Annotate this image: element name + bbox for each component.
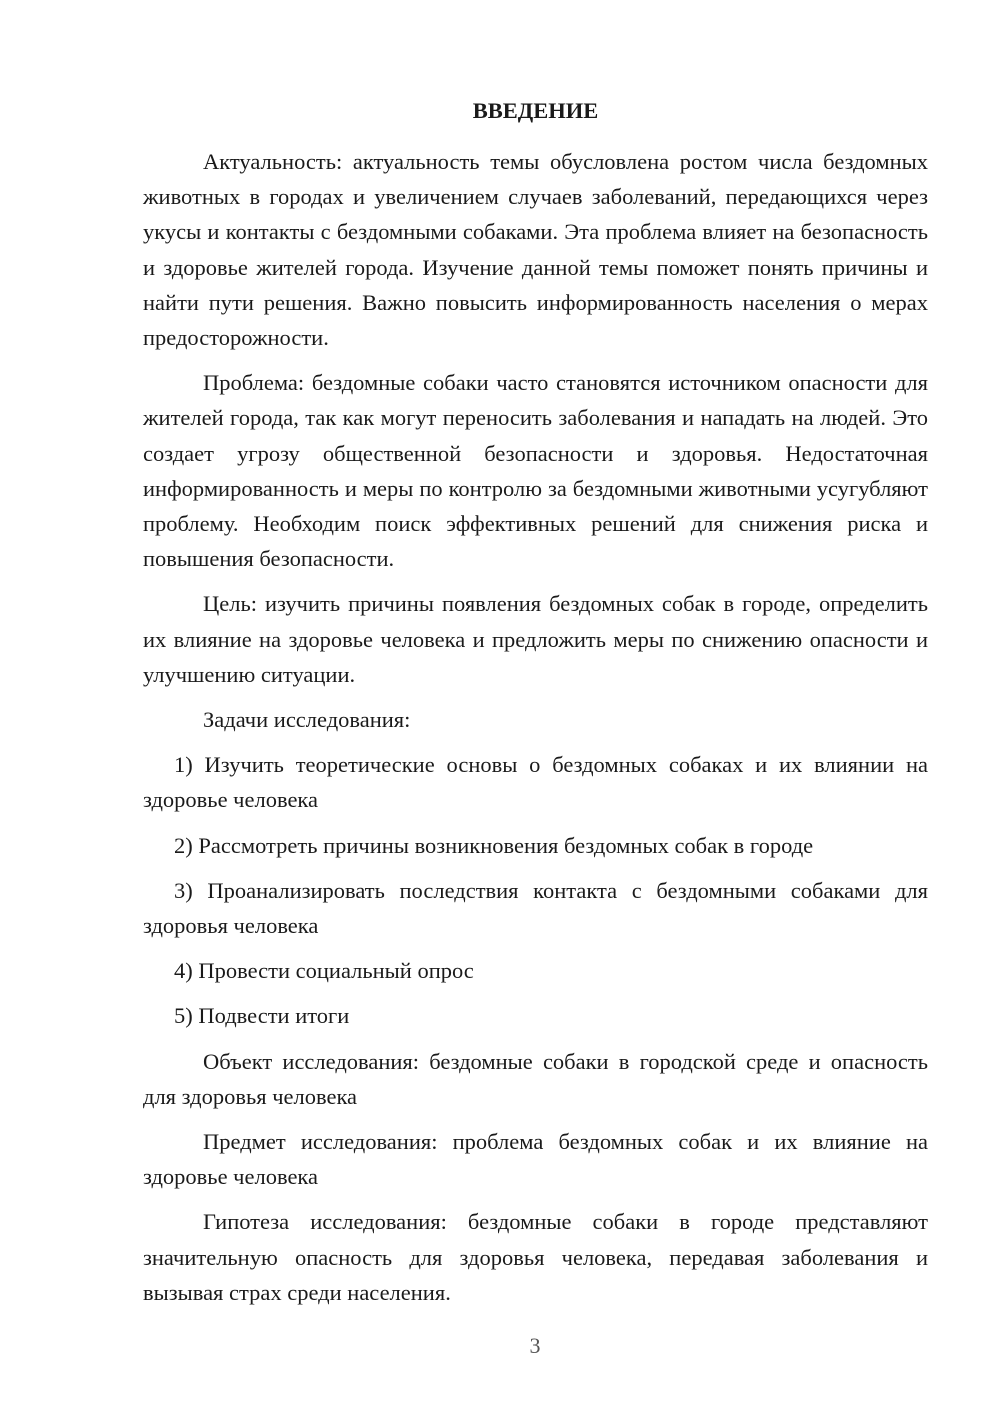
paragraph-object: Объект исследования: бездомные собаки в городской среде и опасность для здоровья человека [143, 1048, 928, 1109]
paragraph-hypothesis: Гипотеза исследования: бездомные собаки в городе представляют значительную опасность для здоровья человека, передавая заболевания и вызывая страх среди населения. [143, 1209, 928, 1305]
paragraph-problem: Проблема: бездомные собаки часто становятся источником опасности для жителей города, так как могут переносить заболевания и нападать на людей. Это создает угрозу общественной безопасности и здоровья. Недостаточная информированность и меры по контролю за бездомными животными усугубляют проблему. Необходим поиск эффективных решений для снижения риска и повышения безопасности. [143, 370, 928, 572]
task-item-2: 2) Рассмотреть причины возникновения бездомных собак в городе [174, 832, 814, 858]
paragraph-goal: Цель: изучить причины появления бездомных собак в городе, определить их влияние на здоровье человека и предложить меры по снижению опасности и улучшению ситуации. [143, 591, 928, 687]
paragraph-subject: Предмет исследования: проблема бездомных собак и их влияние на здоровье человека [143, 1129, 928, 1190]
page-number: 3 [529, 1333, 541, 1358]
paragraph-tasks-title: Задачи исследования: [203, 707, 411, 733]
task-item-4: 4) Провести социальный опрос [174, 958, 474, 984]
task-item-1: 1) Изучить теоретические основы о бездомных собаках и их влиянии на здоровье человека [143, 752, 928, 813]
paragraph-relevance: Актуальность: актуальность темы обусловлена ростом числа бездомных животных в городах и увеличением случаев заболеваний, передающихся через укусы и контакты с бездомными собаками. Эта проблема влияет на безопасность и здоровье жителей города. Изучение данной темы поможет понять причины и найти пути решения. Важно повысить информированность населения о мерах предосторожности. [143, 149, 928, 351]
document-page [143, 96, 928, 1320]
task-item-3: 3) Проанализировать последствия контакта с бездомными собаками для здоровья человека [143, 877, 928, 939]
task-item-5: 5) Подвести итоги [174, 1003, 350, 1029]
section-heading: ВВЕДЕНИЕ [472, 98, 599, 123]
